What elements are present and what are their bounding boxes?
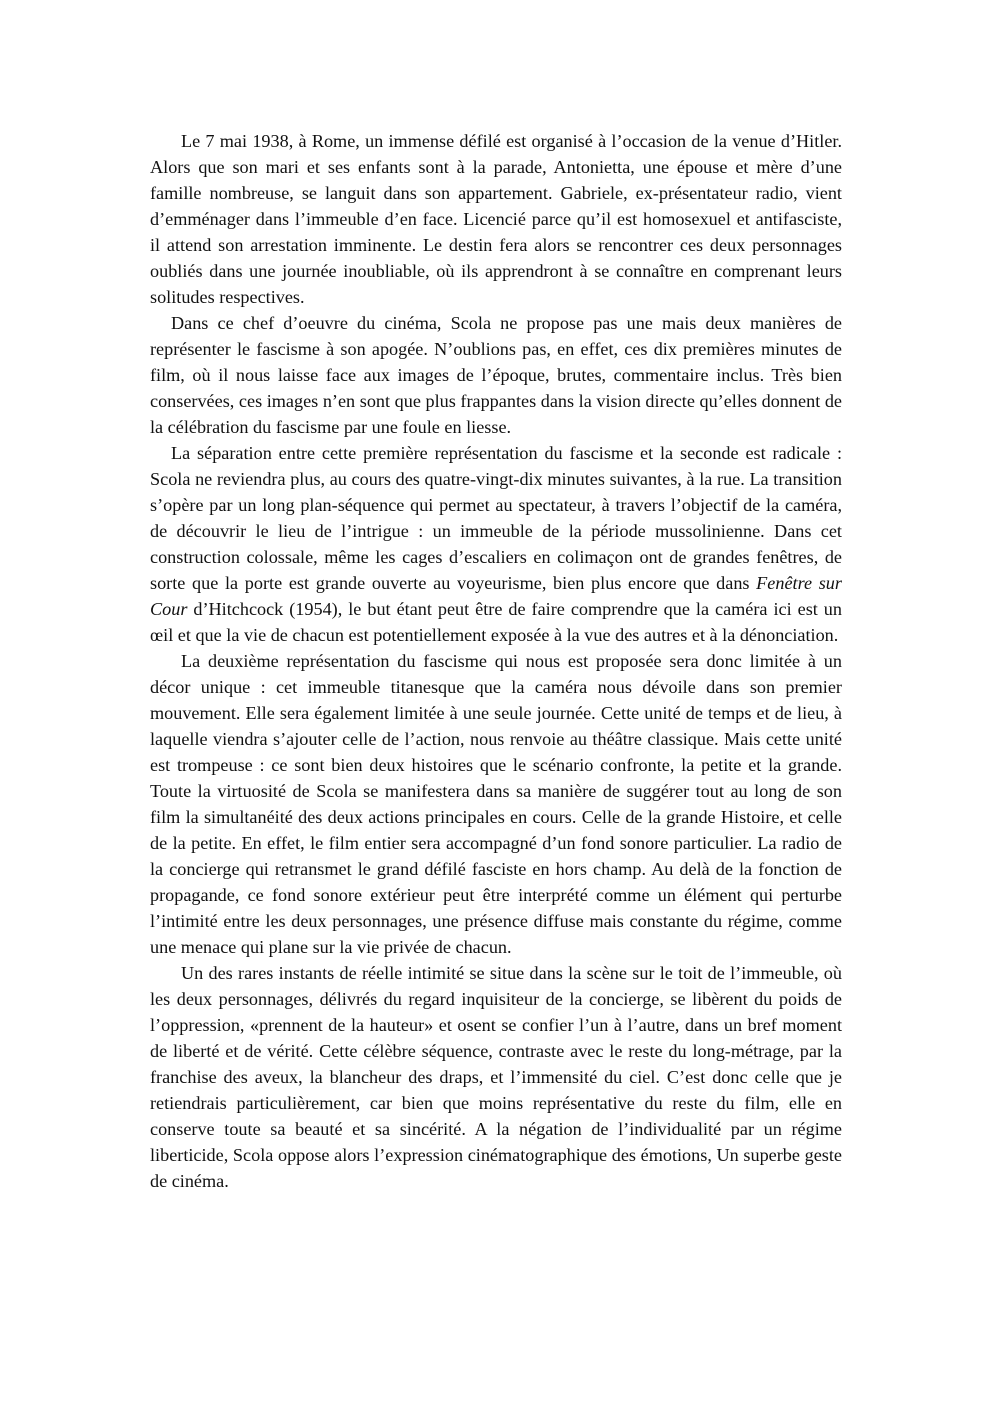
document-body <box>150 128 842 1194</box>
paragraph-synopsis: Le 7 mai 1938, à Rome, un immense défilé est organisé à l’occasion de la venue d’Hitler. Alors que son mari et ses enfants sont à la parade, Antonietta, une épouse et mère d’une famille nombreuse, se languit dans son appartement. Gabriele, ex-présentateur radio, vient d’emménager dans l’immeuble d’en face. Licencié parce qu’il est homosexuel et antifasciste, il attend son arrestation imminente. Le destin fera alors se rencontrer ces deux personnages oubliés dans une journée inoubliable, où ils apprendront à se connaître en comprenant leurs solitudes respectives. <box>150 131 842 307</box>
paragraph-two-representations: Dans ce chef d’oeuvre du cinéma, Scola ne propose pas une mais deux manières de représenter le fascisme à son apogée. N’oublions pas, en effet, ces dix premières minutes de film, où il nous laisse face aux images de l’époque, brutes, commentaire inclus. Très bien conservées, ces images n’en sont que plus frappantes dans la vision directe qu’elles donnent de la célébration du fascisme par une foule en liesse. <box>150 313 842 437</box>
paragraph-second-representation: La deuxième représentation du fascisme qui nous est proposée sera donc limitée à un décor unique : cet immeuble titanesque que la caméra nous dévoile dans son premier mouvement. Elle sera également limitée à une seule journée. Cette unité de temps et de lieu, à laquelle viendra s’ajouter celle de l’action, nous renvoie au théâtre classique. Mais cette unité est trompeuse : ce sont bien deux histoires que le scénario confronte, la petite et la grande. Toute la virtuosité de Scola se manifestera dans sa manière de suggérer tout au long de son film la simultanéité des deux actions principales en cours. Celle de la grande Histoire, et celle de la petite. En effet, le film entier sera accompagné d’un fond sonore particulier. La radio de la concierge qui retransmet le grand défilé fasciste en hors champ. Au delà de la fonction de propagande, ce fond sonore extérieur peut être interprété comme un élément qui perturbe l’intimité entre les deux personnages, une présence diffuse mais constante du régime, comme une menace qui plane sur la vie privée de chacun. <box>150 651 842 957</box>
paragraph-separation-text-before: La séparation entre cette première représentation du fascisme et la seconde est radicale : Scola ne reviendra plus, au cours des quatre-vingt-dix minutes suivantes, à la rue. La transition s’opère par un long plan-séquence qui permet au spectateur, à travers l’objectif de la caméra, de découvrir le lieu de l’intrigue : un immeuble de la période mussolinienne. Dans cet construction colossale, même les cages d’escaliers en colimaçon ont de grandes fenêtres, de sorte que la porte est grande ouverte au voyeurisme, bien plus encore que dans <box>150 443 842 593</box>
paragraph-separation-text-after: d’Hitchcock (1954), le but étant peut être de faire comprendre que la caméra ici est un œil et que la vie de chacun est potentiellement exposée à la vue des autres et à la dénonciation. <box>150 599 842 645</box>
film-title-fenetre-sur-cour: Fenêtre sur Cour <box>150 573 842 619</box>
paragraph-rooftop-scene: Un des rares instants de réelle intimité se situe dans la scène sur le toit de l’immeuble, où les deux personnages, délivrés du regard inquisiteur de la concierge, se libèrent du poids de l’oppression, «prennent de la hauteur» et osent se confier l’un à l’autre, dans un bref moment de liberté et de vérité. Cette célèbre séquence, contraste avec le reste du long-métrage, par la franchise des aveux, la blancheur des draps, et l’immensité du ciel. C’est donc celle que je retiendrais particulièrement, car bien que moins représentative du reste du film, elle en conserve toute sa beauté et sa sincérité. A la négation de l’individualité par un régime liberticide, Scola oppose alors l’expression cinématographique des émotions, Un superbe geste de cinéma. <box>150 963 842 1191</box>
paragraph-separation <box>150 440 842 648</box>
